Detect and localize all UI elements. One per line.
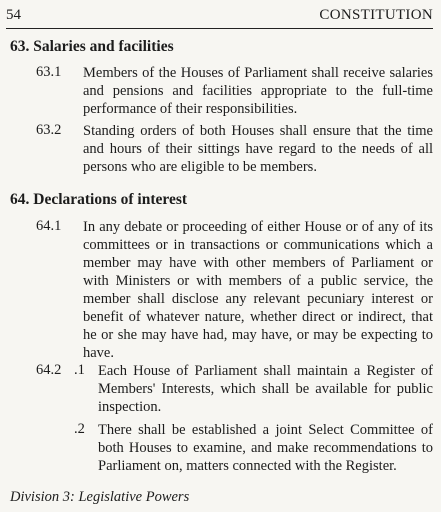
clause-64-1-number: 64.1 (36, 218, 62, 234)
clause-63-1-text: Members of the Houses of Parliament shall receive salaries and pensions and facilities appropriate to the full-time performance of their responsibilities. (83, 65, 433, 117)
subclause-64-2-2-text: There shall be established a joint Select Committee of both Houses to examine, and make recommendations to Parliament on, matters connected with the Register. (98, 422, 433, 474)
clause-64-1-text: In any debate or proceeding of either House or of any of its committees or in transactions or communications which a member may have with other members of Parliament or with Ministers or with members of a public service, the member shall disclose any relevant pecuniary interest or benefit of whatever nature, whether direct or indirect, that he or she may have had, may have, or may be expecting to have. (83, 219, 433, 361)
clause-64-2-number: 64.2 (36, 362, 62, 378)
page-number: 54 (6, 7, 21, 23)
section-63-title: 63. Salaries and facilities (10, 38, 174, 55)
running-title: CONSTITUTION (319, 7, 433, 23)
subclause-64-2-2-number: .2 (74, 421, 85, 437)
clause-63-2-text: Standing orders of both Houses shall ensure that the time and hours of their sittings have regard to the needs of all persons who are eligible to be members. (83, 123, 433, 175)
clause-63-1-number: 63.1 (36, 64, 62, 80)
section-64-title: 64. Declarations of interest (10, 191, 188, 208)
subclause-64-2-1-text: Each House of Parliament shall maintain a Register of Members' Interests, which shall be available for public inspection. (98, 363, 433, 415)
division-heading: Division 3: Legislative Powers (10, 489, 190, 505)
page-header (6, 6, 433, 29)
clause-63-2-number: 63.2 (36, 122, 62, 138)
subclause-64-2-1-number: .1 (74, 362, 85, 378)
